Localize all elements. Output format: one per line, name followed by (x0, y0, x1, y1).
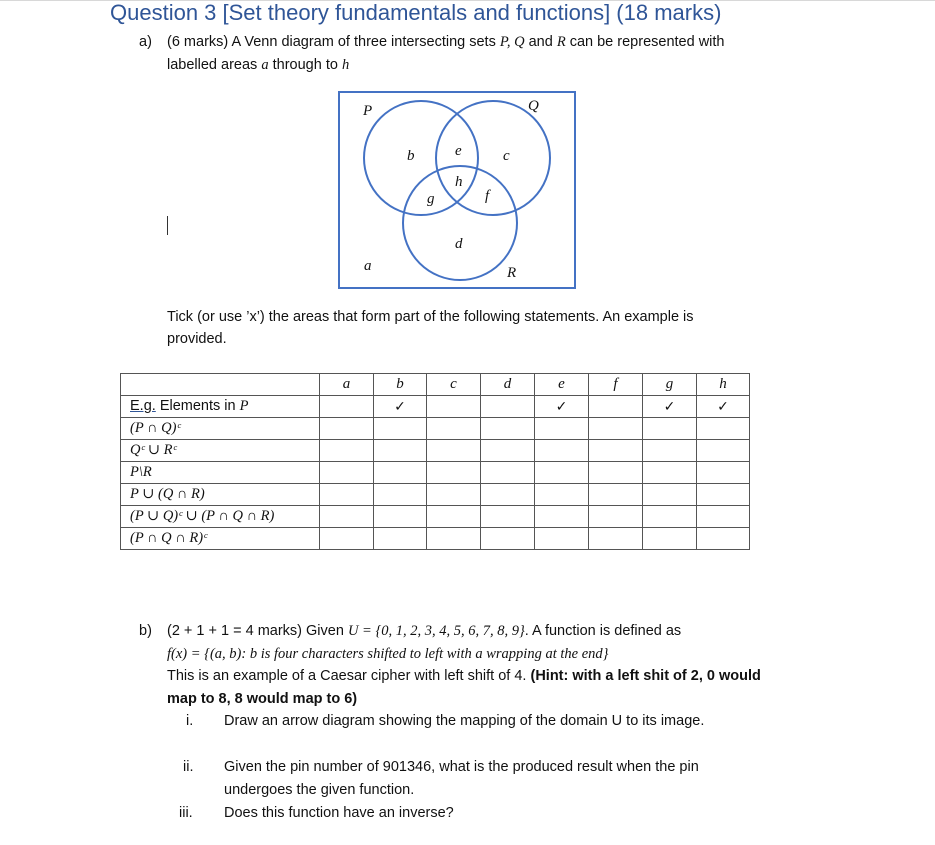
row-label: (P ∩ Q)ᶜ (121, 418, 320, 440)
tick-cell[interactable] (643, 418, 697, 440)
tick-cell[interactable] (481, 396, 535, 418)
region-label-e: e (455, 143, 462, 159)
tick-table (120, 373, 750, 550)
tick-cell[interactable] (535, 528, 589, 550)
corner-cell (121, 374, 320, 396)
column-header: a (320, 374, 374, 396)
tick-cell[interactable] (320, 440, 374, 462)
tick-cell[interactable] (589, 418, 643, 440)
tick-cell[interactable]: ✓ (535, 396, 589, 418)
tick-cell[interactable] (697, 484, 750, 506)
set-label-p: P (363, 103, 373, 119)
table-row (121, 396, 750, 418)
tick-cell[interactable] (320, 462, 374, 484)
instruction-line-1: Tick (or use ’x’) the areas that form part of the following statements. An example is (167, 309, 694, 325)
tick-cell[interactable] (427, 462, 481, 484)
item-ii-number: ii. (183, 759, 194, 775)
row-label: (P ∩ Q ∩ R)ᶜ (121, 528, 320, 550)
tick-cell[interactable] (535, 462, 589, 484)
table-header-row (121, 374, 750, 396)
part-b-line-3: This is an example of a Caesar cipher with left shift of 4. (Hint: with a left shit of 2, 0 would (167, 668, 761, 684)
table-row (121, 506, 750, 528)
tick-cell[interactable] (374, 528, 427, 550)
tick-cell[interactable] (427, 440, 481, 462)
tick-cell[interactable] (320, 528, 374, 550)
column-header: b (374, 374, 427, 396)
part-b-label: b) (139, 623, 152, 639)
column-header: h (697, 374, 750, 396)
tick-cell[interactable] (320, 396, 374, 418)
item-iii-number: iii. (179, 805, 193, 821)
tick-cell[interactable] (643, 528, 697, 550)
region-label-f: f (485, 188, 490, 204)
part-a-label: a) (139, 34, 152, 50)
tick-cell[interactable] (643, 440, 697, 462)
part-b-line-4: map to 8, 8 would map to 6) (167, 691, 358, 707)
set-q-circle (436, 101, 550, 215)
tick-cell[interactable] (374, 484, 427, 506)
row-label: Qᶜ ∪ Rᶜ (121, 440, 320, 462)
item-i-text: Draw an arrow diagram showing the mapping of the domain U to its image. (224, 713, 705, 729)
table-row (121, 418, 750, 440)
instruction-line-2: provided. (167, 331, 227, 347)
region-label-h: h (455, 174, 463, 190)
tick-cell[interactable] (535, 506, 589, 528)
tick-cell[interactable] (481, 440, 535, 462)
tick-cell[interactable] (374, 506, 427, 528)
tick-cell[interactable] (535, 440, 589, 462)
tick-cell[interactable] (589, 506, 643, 528)
tick-cell[interactable] (320, 506, 374, 528)
question-heading: Question 3 [Set theory fundamentals and functions] (18 marks) (110, 0, 722, 25)
part-b-line-2: f(x) = {(a, b): b is four characters shifted to left with a wrapping at the end} (167, 646, 609, 662)
column-header: c (427, 374, 481, 396)
row-label: (P ∪ Q)ᶜ ∪ (P ∩ Q ∩ R) (121, 506, 320, 528)
tick-cell[interactable] (643, 506, 697, 528)
tick-cell[interactable] (427, 418, 481, 440)
tick-cell[interactable] (697, 462, 750, 484)
table-row (121, 484, 750, 506)
tick-cell[interactable] (697, 418, 750, 440)
tick-cell[interactable] (535, 418, 589, 440)
table-row (121, 462, 750, 484)
tick-cell[interactable] (643, 484, 697, 506)
tick-cell[interactable] (697, 506, 750, 528)
tick-cell[interactable] (697, 440, 750, 462)
table-row (121, 440, 750, 462)
item-ii-text-line-1: Given the pin number of 901346, what is the produced result when the pin (224, 759, 699, 775)
tick-cell[interactable] (589, 462, 643, 484)
tick-cell[interactable]: ✓ (643, 396, 697, 418)
tick-cell[interactable] (427, 396, 481, 418)
region-label-b: b (407, 148, 415, 164)
part-b-line-1: (2 + 1 + 1 = 4 marks) Given U = {0, 1, 2, 3, 4, 5, 6, 7, 8, 9}. A function is defined as (167, 623, 682, 639)
tick-cell[interactable] (481, 418, 535, 440)
tick-cell[interactable] (589, 396, 643, 418)
column-header: d (481, 374, 535, 396)
row-label: E.g. Elements in P (121, 396, 320, 418)
row-label: P ∪ (Q ∩ R) (121, 484, 320, 506)
part-a-line-2: labelled areas a through to h (167, 57, 350, 73)
region-label-c: c (503, 148, 510, 164)
part-a-line-1: (6 marks) A Venn diagram of three intersecting sets P, Q and R can be represented with (167, 34, 725, 50)
tick-cell[interactable] (320, 484, 374, 506)
table-row (121, 528, 750, 550)
tick-cell[interactable] (481, 484, 535, 506)
tick-cell[interactable] (374, 462, 427, 484)
tick-cell[interactable] (643, 462, 697, 484)
region-label-a: a (364, 258, 372, 274)
region-label-d: d (455, 236, 463, 252)
set-label-r: R (507, 265, 517, 281)
region-label-g: g (427, 191, 435, 207)
set-label-q: Q (528, 98, 539, 114)
column-header: g (643, 374, 697, 396)
column-header: f (589, 374, 643, 396)
item-i-number: i. (186, 713, 194, 729)
tick-cell[interactable] (697, 528, 750, 550)
tick-cell[interactable] (374, 440, 427, 462)
tick-cell[interactable] (427, 506, 481, 528)
tick-cell[interactable] (589, 440, 643, 462)
tick-cell[interactable] (589, 484, 643, 506)
tick-cell[interactable] (320, 418, 374, 440)
tick-cell[interactable] (427, 528, 481, 550)
item-iii-text: Does this function have an inverse? (224, 805, 454, 821)
item-ii-text-line-2: undergoes the given function. (224, 782, 415, 798)
tick-cell[interactable] (481, 462, 535, 484)
tick-cell[interactable] (535, 484, 589, 506)
tick-cell[interactable] (427, 484, 481, 506)
tick-cell[interactable] (589, 528, 643, 550)
tick-cell[interactable]: ✓ (374, 396, 427, 418)
tick-cell[interactable]: ✓ (697, 396, 750, 418)
text-cursor (167, 216, 168, 235)
tick-cell[interactable] (374, 418, 427, 440)
venn-diagram (338, 90, 578, 291)
tick-cell[interactable] (481, 528, 535, 550)
tick-cell[interactable] (481, 506, 535, 528)
row-label: P\R (121, 462, 320, 484)
column-header: e (535, 374, 589, 396)
